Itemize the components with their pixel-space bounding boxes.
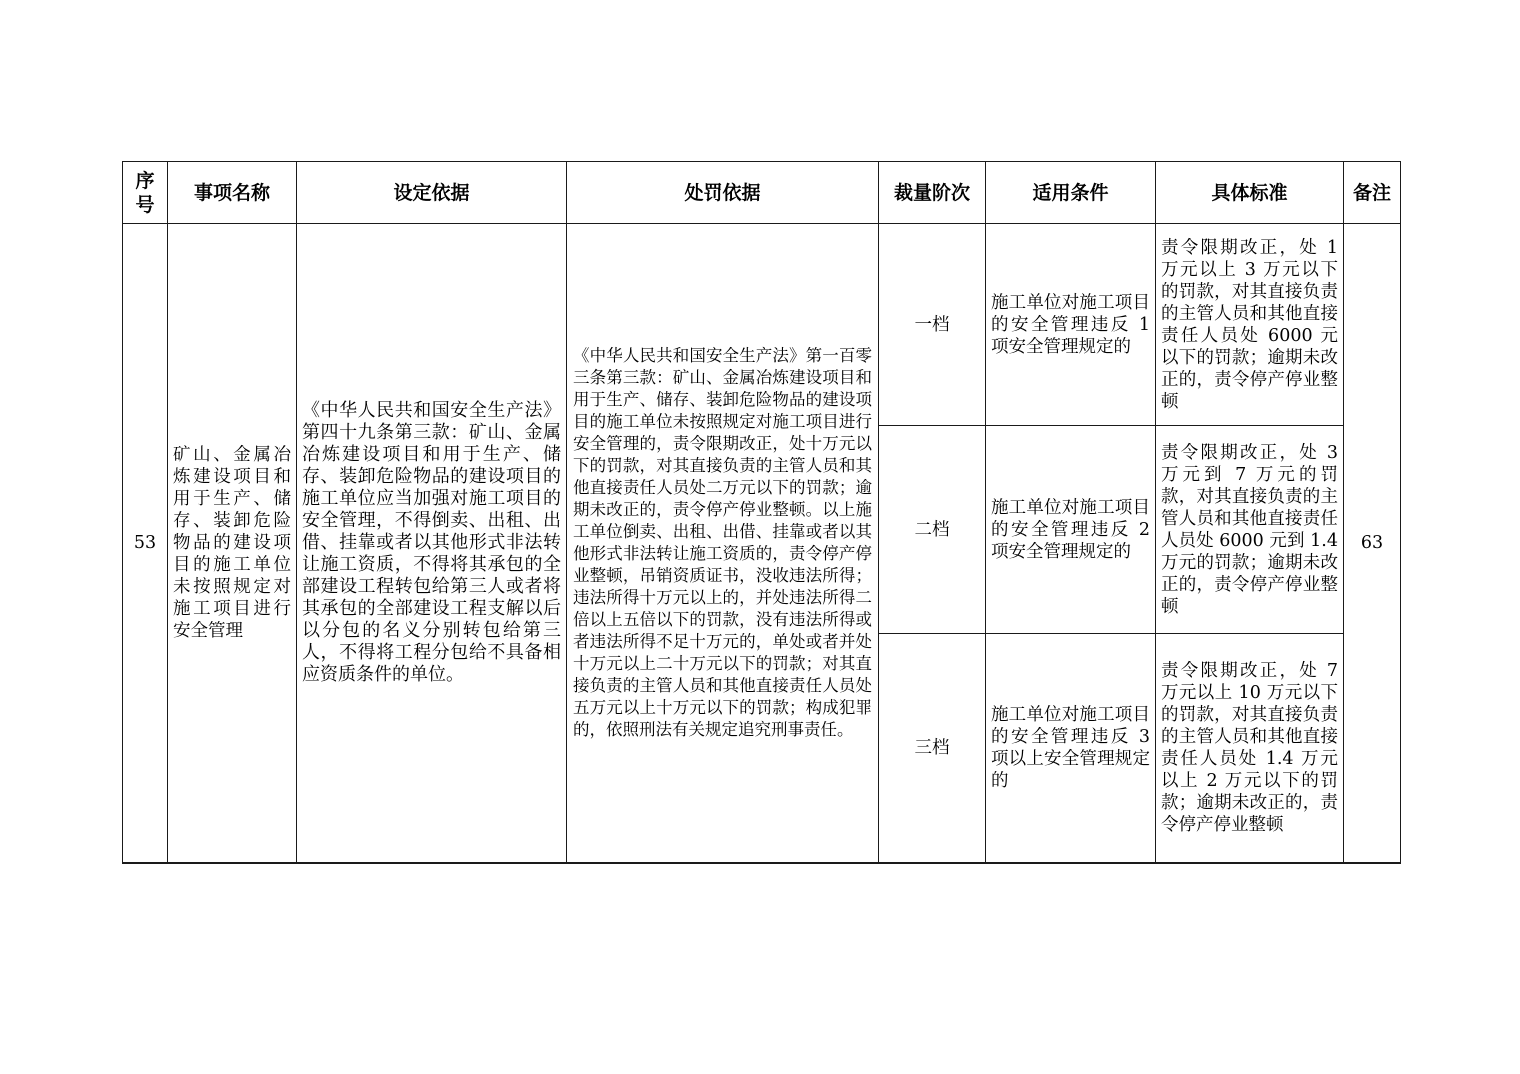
cell-tier-standard-2: 责令限期改正，处 3 万元到 7 万元的罚款，对其直接负责的主管人员和其他直接责任人员处 6000 元到 1.4 万元的罚款；逾期未改正的，责令停产停业整顿: [1156, 426, 1344, 634]
cell-tier-level-1: 一档: [879, 224, 986, 426]
cell-remark: 63: [1344, 224, 1401, 863]
header-penalty-basis: 处罚依据: [567, 162, 879, 224]
cell-tier-condition-2: 施工单位对施工项目的安全管理违反 2 项安全管理规定的: [986, 426, 1156, 634]
cell-setting-basis: 《中华人民共和国安全生产法》第四十九条第三款：矿山、金属冶炼建设项目和用于生产、储存、装卸危险物品的建设项目的施工单位应当加强对施工项目的安全管理，不得倒卖、出租、出借、挂靠或者以其他形式非法转让施工资质，不得将其承包的全部建设工程转包给第三人或者将其承包的全部建设工程支解以后以分包的名义分别转包给第三人，不得将工程分包给不具备相应资质条件的单位。: [297, 224, 567, 863]
cell-item-name: 矿山、金属冶炼建设项目和用于生产、储存、装卸危险物品的建设项目的施工单位未按照规定对施工项目进行安全管理: [168, 224, 297, 863]
header-item-name: 事项名称: [168, 162, 297, 224]
header-serial-number: 序号: [123, 162, 168, 224]
cell-tier-condition-1: 施工单位对施工项目的安全管理违反 1 项安全管理规定的: [986, 224, 1156, 426]
header-specific-standard: 具体标准: [1156, 162, 1344, 224]
header-setting-basis: 设定依据: [297, 162, 567, 224]
header-applicable-condition: 适用条件: [986, 162, 1156, 224]
cell-penalty-basis: 《中华人民共和国安全生产法》第一百零三条第三款：矿山、金属冶炼建设项目和用于生产、储存、装卸危险物品的建设项目的施工单位未按照规定对施工项目进行安全管理的，责令限期改正，处十万元以下的罚款，对其直接负责的主管人员和其他直接责任人员处二万元以下的罚款；逾期未改正的，责令停产停业整顿。以上施工单位倒卖、出租、出借、挂靠或者以其他形式非法转让施工资质的，责令停产停业整顿，吊销资质证书，没收违法所得；违法所得十万元以上的，并处违法所得二倍以上五倍以下的罚款，没有违法所得或者违法所得不足十万元的，单处或者并处十万元以上二十万元以下的罚款；对其直接负责的主管人员和其他直接责任人员处五万元以上十万元以下的罚款；构成犯罪的，依照刑法有关规定追究刑事责任。: [567, 224, 879, 863]
cell-tier-level-3: 三档: [879, 634, 986, 863]
table-header-row: [123, 162, 1401, 224]
cell-tier-standard-1: 责令限期改正，处 1 万元以上 3 万元以下的罚款，对其直接负责的主管人员和其他直接责任人员处 6000 元以下的罚款；逾期未改正的，责令停产停业整顿: [1156, 224, 1344, 426]
header-discretion-tier: 裁量阶次: [879, 162, 986, 224]
header-remark: 备注: [1344, 162, 1401, 224]
cell-serial-number: 53: [123, 224, 168, 863]
table-row-tier-1: [123, 224, 1401, 426]
cell-tier-standard-3: 责令限期改正，处 7 万元以上 10 万元以下的罚款，对其直接负责的主管人员和其他直接责任人员处 1.4 万元以上 2 万元以下的罚款；逾期未改正的，责令停产停业整顿: [1156, 634, 1344, 863]
penalty-discretion-table: [122, 161, 1401, 864]
cell-tier-condition-3: 施工单位对施工项目的安全管理违反 3 项以上安全管理规定的: [986, 634, 1156, 863]
cell-tier-level-2: 二档: [879, 426, 986, 634]
